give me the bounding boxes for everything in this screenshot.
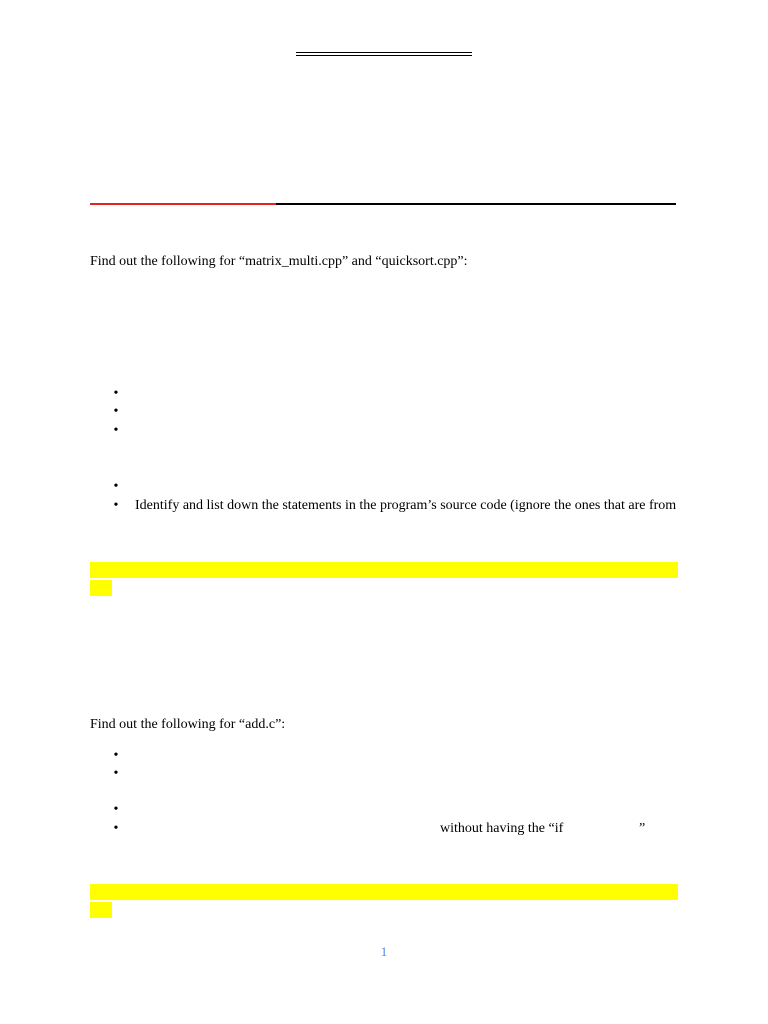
title-underline [296,52,472,56]
header-rule [276,203,676,205]
section2-bullet-4: • [113,821,119,836]
section1-bullet-5-text: Identify and list down the statements in the program’s source code (ignore the ones that are from [135,498,677,513]
page-number: 1 [380,944,388,959]
highlight-band-1-tail [90,580,112,596]
section2-bullet-2: • [113,766,119,781]
header-rule-accent [90,203,276,205]
highlight-band-2 [90,884,678,900]
section1-bullet-3: • [113,423,119,438]
section1-intro: Find out the following for “matrix_multi.cpp” and “quicksort.cpp”: [90,254,468,269]
section2-bullet-4-fragment-a: without having the “if [440,821,564,836]
highlight-band-1 [90,562,678,578]
section2-bullet-1: • [113,748,119,763]
section1-bullet-5: • [113,498,119,513]
section2-bullet-3: • [113,802,119,817]
section1-bullet-1: • [113,386,119,401]
section1-bullet-4: • [113,479,119,494]
section1-bullet-2: • [113,404,119,419]
section2-intro: Find out the following for “add.c”: [90,717,286,732]
section2-bullet-4-fragment-b: ” [639,821,646,836]
highlight-band-2-tail [90,902,112,918]
